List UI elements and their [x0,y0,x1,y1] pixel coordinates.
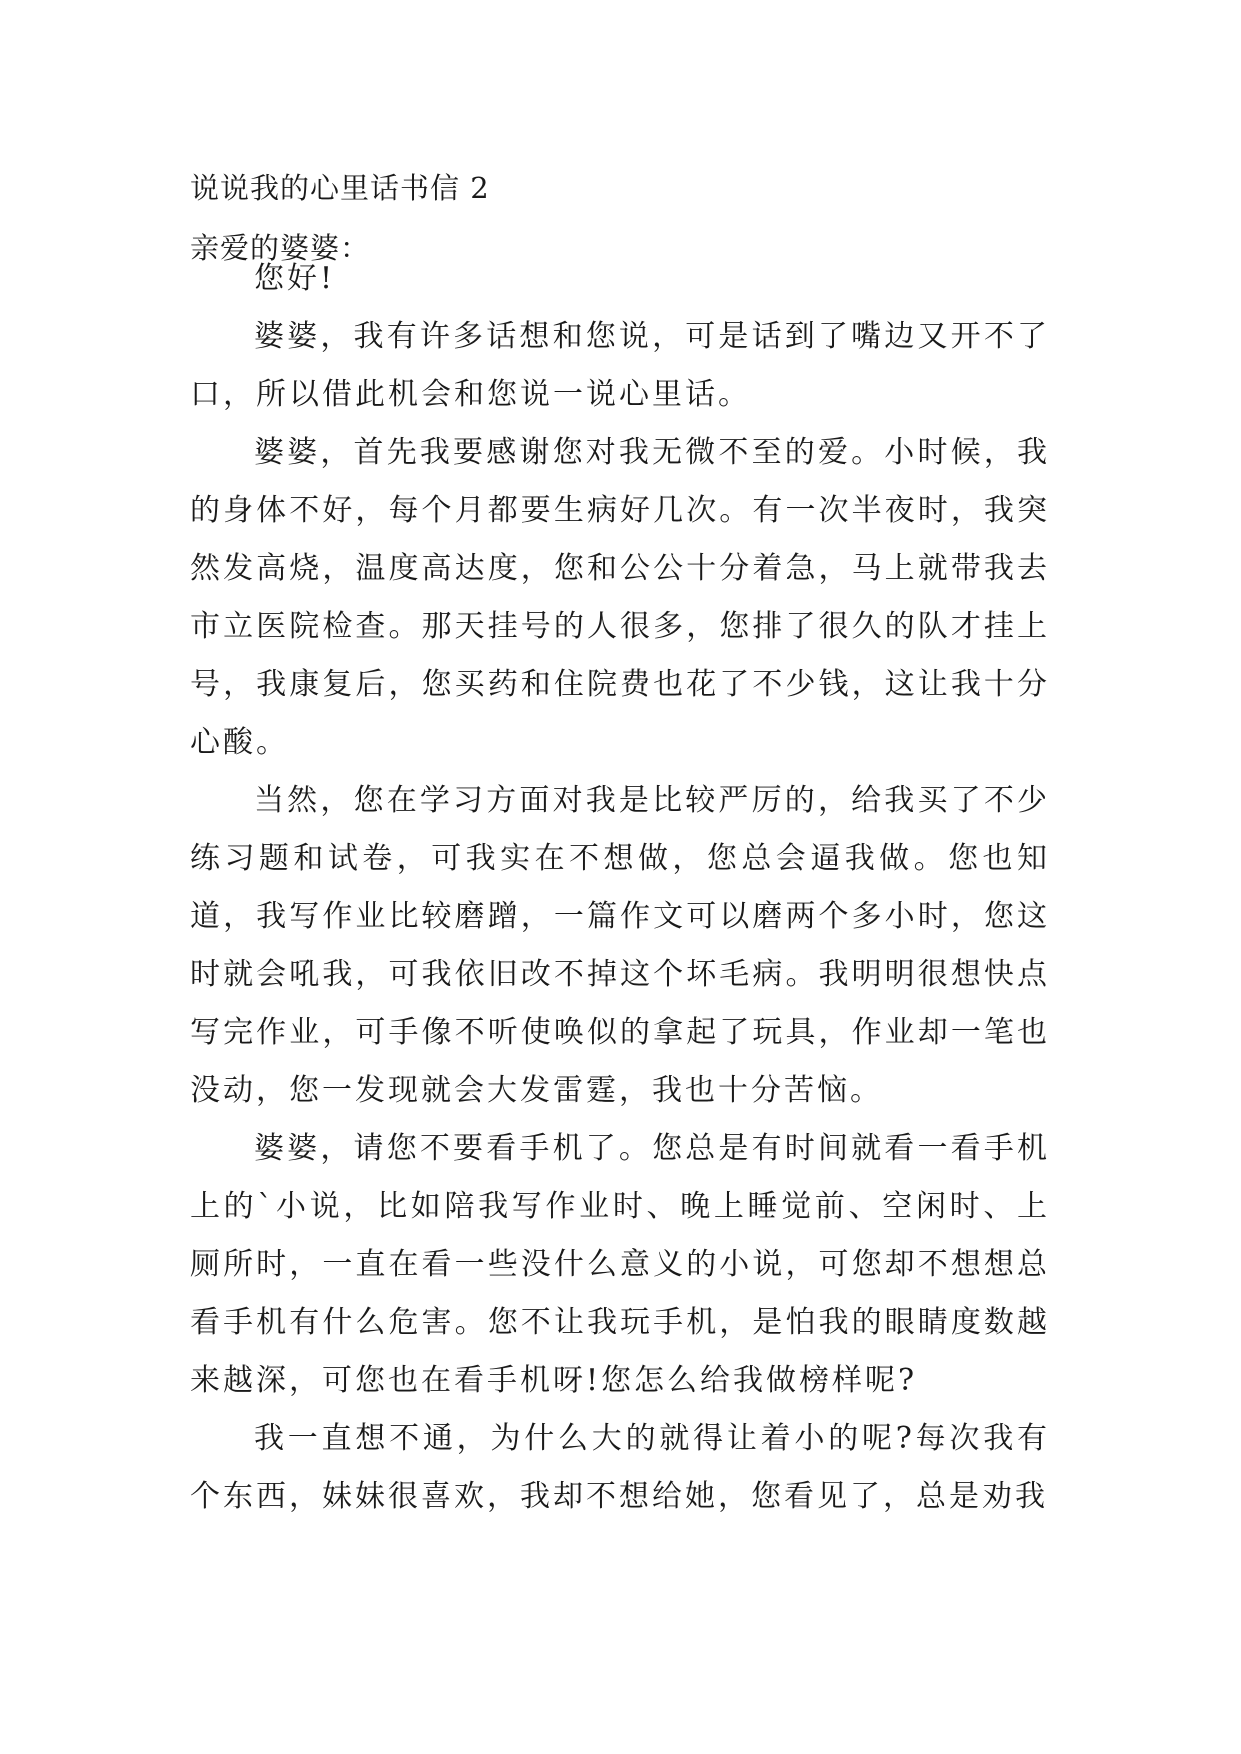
document-title: 说说我的心里话书信 2 [190,171,490,205]
paragraph-3: 当然，您在学习方面对我是比较严厉的，给我买了不少练习题和试卷，可我实在不想做，您总会逼我做。您也知道，我写作业比较磨蹭，一篇作文可以磨两个多小时，您这时就会吼我，可我依旧改不掉这个坏毛病。我明明很想快点写完作业，可手像不听使唤似的拿起了玩具，作业却一笔也没动，您一发现就会大发雷霆，我也十分苦恼。 [190,783,1050,1108]
paragraph-5: 我一直想不通，为什么大的就得让着小的呢?每次我有个东西，妹妹很喜欢，我却不想给她，您看见了，总是劝我 [190,1421,1050,1514]
letter-salutation: 亲爱的婆婆： [190,231,371,265]
paragraph-4: 婆婆，请您不要看手机了。您总是有时间就看一看手机上的`小说，比如陪我写作业时、晚上睡觉前、空闲时、上厕所时，一直在看一些没什么意义的小说，可您却不想想总看手机有什么危害。您不让我玩手机，是怕我的眼睛度数越来越深，可您也在看手机呀!您怎么给我做榜样呢? [190,1131,1050,1398]
paragraph-2: 婆婆，首先我要感谢您对我无微不至的爱。小时候，我的身体不好，每个月都要生病好几次。有一次半夜时，我突然发高烧，温度高达度，您和公公十分着急，马上就带我去市立医院检查。那天挂号的人很多，您排了很久的队才挂上号，我康复后，您买药和住院费也花了不少钱，这让我十分心酸。 [190,435,1050,760]
letter-body [190,250,1050,1526]
paragraph-greeting: 您好! [254,261,336,296]
paragraph-1: 婆婆，我有许多话想和您说，可是话到了嘴边又开不了口，所以借此机会和您说一说心里话。 [190,319,1050,412]
